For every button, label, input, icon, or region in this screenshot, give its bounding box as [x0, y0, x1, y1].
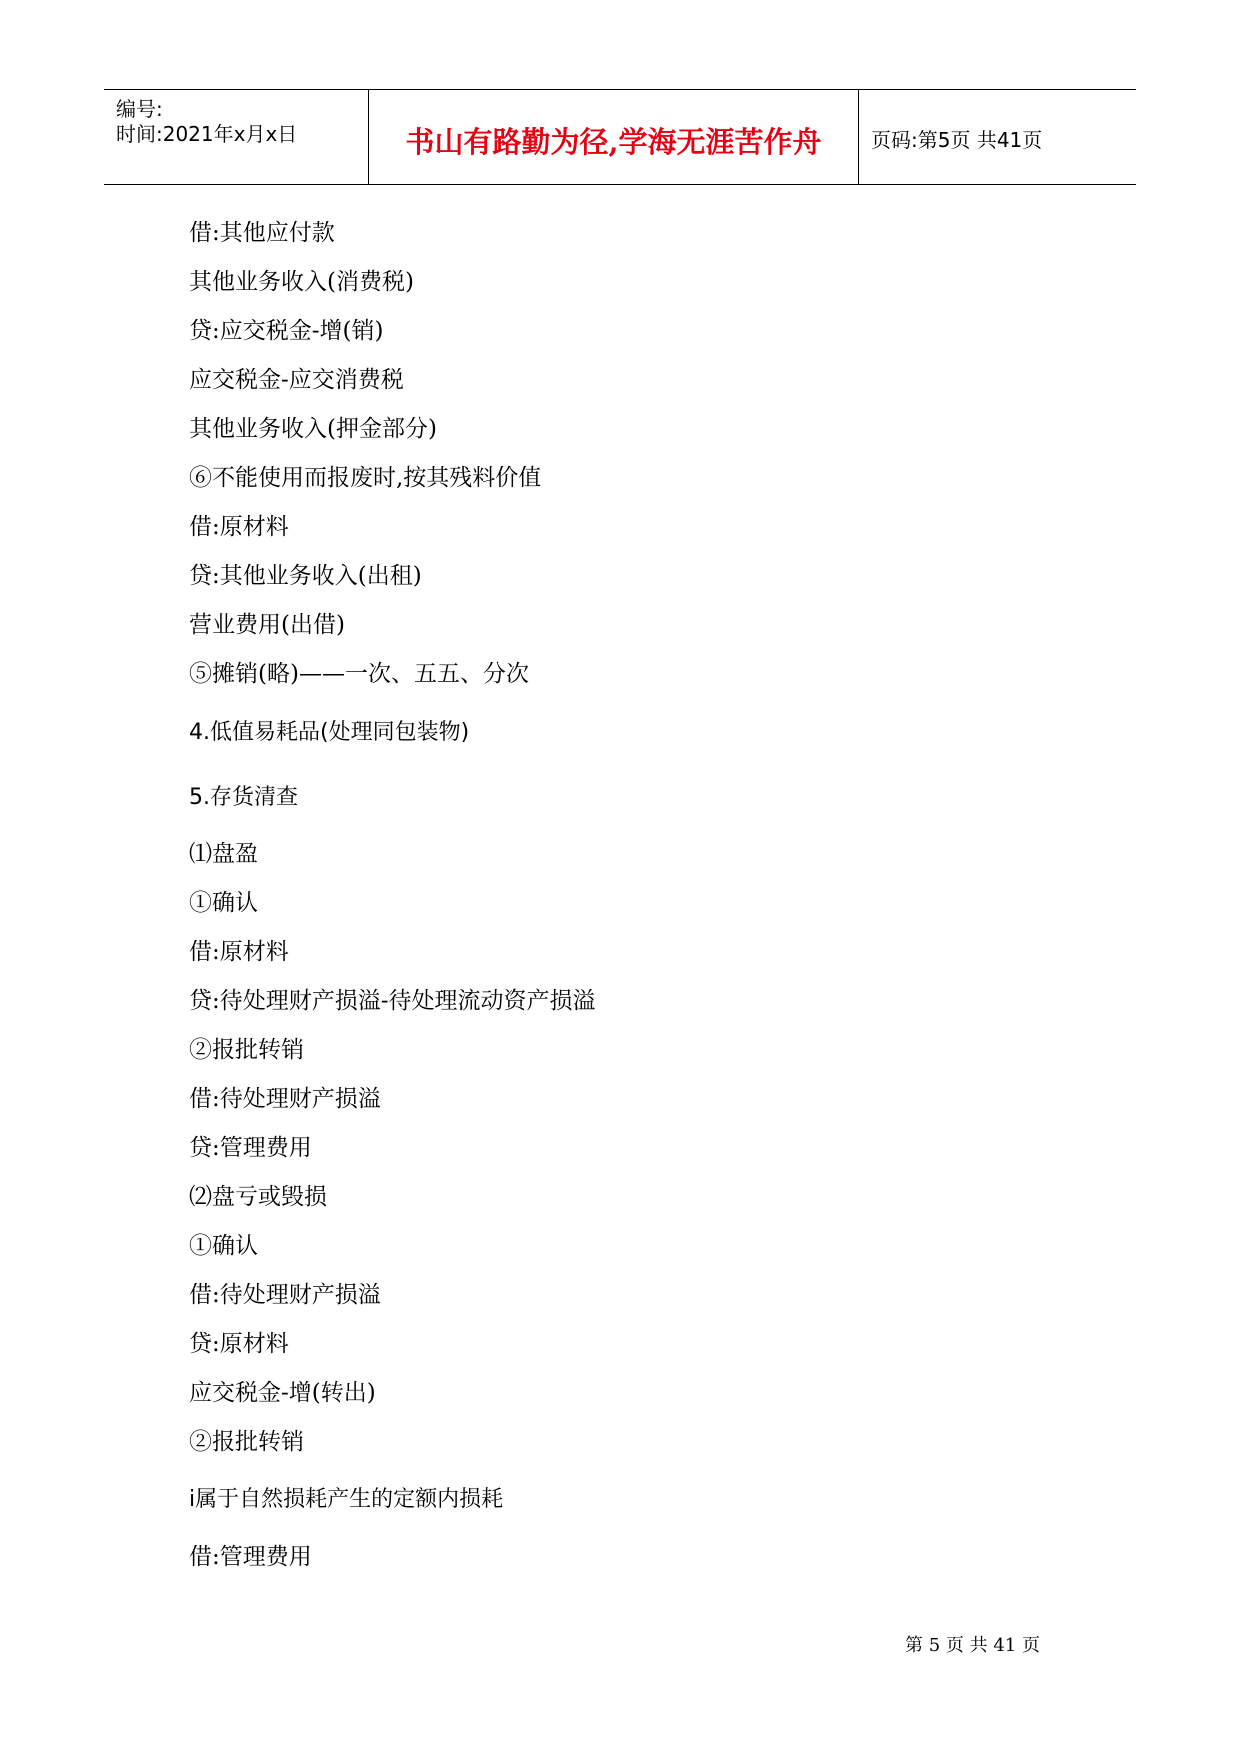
text-line: 借:待处理财产损溢 — [189, 1282, 381, 1308]
text-line: 贷:管理费用 — [189, 1135, 312, 1161]
text-line: ①确认 — [189, 890, 258, 916]
section-heading: 4.低值易耗品(处理同包装物) — [189, 720, 470, 745]
text-line: 贷:原材料 — [189, 1331, 289, 1357]
text-line: ②报批转销 — [189, 1037, 304, 1063]
text-line: 贷:应交税金-增(销) — [189, 318, 384, 344]
text-line: 其他业务收入(消费税) — [189, 269, 414, 295]
text-line: 借:其他应付款 — [189, 220, 335, 246]
page-footer: 第 5 页 共 41 页 — [905, 1635, 1040, 1656]
text-line: 借:管理费用 — [189, 1544, 312, 1570]
text-line: 借:待处理财产损溢 — [189, 1086, 381, 1112]
text-line: i属于自然损耗产生的定额内损耗 — [189, 1487, 504, 1512]
text-line: 营业费用(出借) — [189, 612, 345, 638]
document-time-label: 时间:2021年x月x日 — [116, 122, 298, 146]
header-page-code: 页码:第5页 共41页 — [871, 128, 1043, 152]
text-line: ⑴盘盈 — [189, 841, 258, 867]
text-line: 贷:待处理财产损溢-待处理流动资产损溢 — [189, 988, 596, 1014]
text-line: ①确认 — [189, 1233, 258, 1259]
text-line: 应交税金-应交消费税 — [189, 367, 404, 393]
section-heading: 5.存货清查 — [189, 785, 298, 810]
text-line: 借:原材料 — [189, 939, 289, 965]
text-line: 其他业务收入(押金部分) — [189, 416, 437, 442]
text-line: ⑤摊销(略)——一次、五五、分次 — [189, 661, 529, 687]
header-motto: 书山有路勤为径,学海无涯苦作舟 — [405, 125, 822, 159]
text-line: 贷:其他业务收入(出租) — [189, 563, 422, 589]
text-line: ⑵盘亏或毁损 — [189, 1184, 327, 1210]
text-line: ⑥不能使用而报废时,按其残料价值 — [189, 465, 542, 491]
document-number-label: 编号: — [116, 97, 163, 121]
text-line: 借:原材料 — [189, 514, 289, 540]
text-line: ②报批转销 — [189, 1429, 304, 1455]
text-line: 应交税金-增(转出) — [189, 1380, 376, 1406]
